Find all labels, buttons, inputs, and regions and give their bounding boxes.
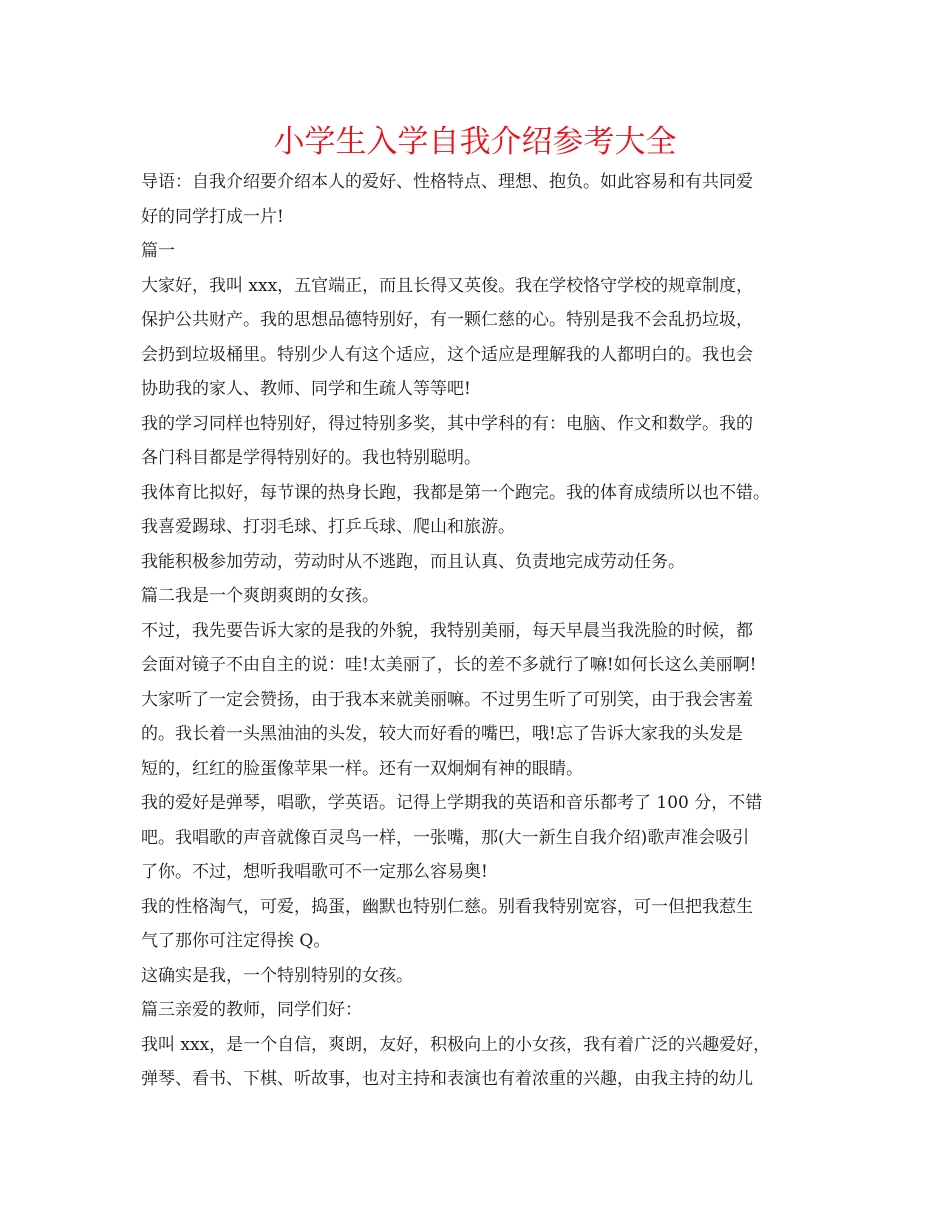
text-line: 我能积极参加劳动，劳动时从不逃跑，而且认真、负责地完成劳动任务。 <box>141 551 685 572</box>
text-line: 气了那你可注定得挨 Q。 <box>141 931 331 951</box>
section-heading: 篇二我是一个爽朗爽朗的女孩。 <box>141 586 379 606</box>
text-line: 不过，我先要告诉大家的是我的外貌，我特别美丽，每天早晨当我洗脸的时候，都 <box>141 620 753 641</box>
text-line: 会面对镜子不由自主的说：哇!太美丽了，长的差不多就行了嘛!如何长这么美丽啊! <box>141 655 757 675</box>
document-title: 小学生入学自我介绍参考大全 <box>273 124 677 160</box>
text-line: 了你。不过，想听我唱歌可不一定那么容易奥! <box>141 862 488 882</box>
text-line: 大家好，我叫 xxx，五官端正，而且长得又英俊。我在学校恪守学校的规章制度， <box>141 275 754 296</box>
section-heading: 篇一 <box>141 241 175 261</box>
text-line: 这确实是我，一个特别特别的女孩。 <box>141 965 413 986</box>
section-heading: 篇三亲爱的教师，同学们好： <box>141 1000 362 1020</box>
text-line: 我的性格淘气，可爱，捣蛋，幽默也特别仁慈。别看我特别宽容，可一但把我惹生 <box>141 896 753 917</box>
text-line: 我喜爱踢球、打羽毛球、打乒乓球、爬山和旅游。 <box>141 517 515 537</box>
text-line: 我叫 xxx，是一个自信，爽朗，友好，积极向上的小女孩，我有着广泛的兴趣爱好， <box>141 1034 771 1055</box>
text-line: 弹琴、看书、下棋、听故事，也对主持和表演也有着浓重的兴趣，由我主持的幼儿 <box>141 1069 753 1089</box>
text-line: 大家听了一定会赞扬，由于我本来就美丽嘛。不过男生听了可别笑，由于我会害羞 <box>141 689 753 710</box>
text-line: 吧。我唱歌的声音就像百灵鸟一样，一张嘴，那(大一新生自我介绍)歌声准会吸引 <box>141 827 750 848</box>
text-line: 的。我长着一头黑油油的头发，较大而好看的嘴巴，哦!忘了告诉大家我的头发是 <box>141 724 743 744</box>
text-line: 我体育比拟好，每节课的热身长跑，我都是第一个跑完。我的体育成绩所以也不错。 <box>141 482 770 503</box>
text-line: 会扔到垃圾桶里。特别少人有这个适应，这个适应是理解我的人都明白的。我也会 <box>141 344 753 365</box>
text-line: 保护公共财产。我的思想品德特别好，有一颗仁慈的心。特别是我不会乱扔垃圾， <box>141 310 753 330</box>
text-line: 我的学习同样也特别好，得过特别多奖，其中学科的有：电脑、作文和数学。我的 <box>141 413 753 434</box>
text-line: 导语：自我介绍要介绍本人的爱好、性格特点、理想、抱负。如此容易和有共同爱 <box>141 172 753 192</box>
text-line: 各门科目都是学得特别好的。我也特别聪明。 <box>141 448 481 468</box>
document-body <box>141 165 821 1097</box>
text-line: 协助我的家人、教师、同学和生疏人等等吧! <box>141 379 471 399</box>
text-line: 我的爱好是弹琴，唱歌，学英语。记得上学期我的英语和音乐都考了 100 分，不错 <box>141 793 763 813</box>
text-line: 短的，红红的脸蛋像苹果一样。还有一双炯炯有神的眼睛。 <box>141 758 583 779</box>
text-line: 好的同学打成一片! <box>141 206 284 227</box>
